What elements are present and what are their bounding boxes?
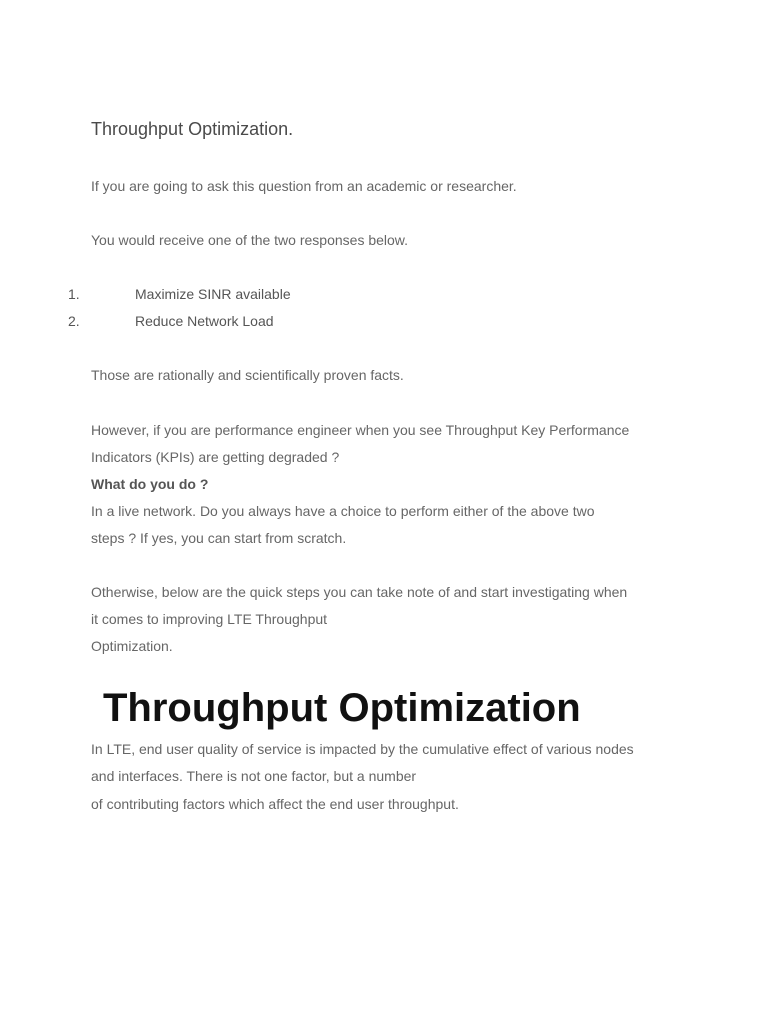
section-heading: Throughput Optimization. [91, 119, 294, 139]
question-text: What do you do ? [91, 476, 209, 492]
intro-paragraph-2: You would receive one of the two responses below. [91, 232, 409, 248]
otherwise-line-3: Optimization. [91, 638, 173, 654]
lte-line-2: and interfaces. There is not one factor, but a number [91, 768, 417, 784]
list-number-2: 2. [68, 313, 80, 329]
intro-paragraph-1: If you are going to ask this question from an academic or researcher. [91, 178, 517, 194]
otherwise-line-2: it comes to improving LTE Throughput [91, 611, 328, 627]
list-item-2: Reduce Network Load [135, 313, 274, 329]
facts-paragraph: Those are rationally and scientifically proven facts. [91, 367, 404, 383]
main-heading: Throughput Optimization [103, 686, 581, 730]
otherwise-line-1: Otherwise, below are the quick steps you can take note of and start investigating when [91, 584, 628, 600]
live-network-line-1: In a live network. Do you always have a choice to perform either of the above two [91, 503, 595, 519]
live-network-line-2: steps ? If yes, you can start from scratch. [91, 530, 347, 546]
lte-line-1: In LTE, end user quality of service is impacted by the cumulative effect of various nodes [91, 741, 634, 757]
however-line-1: However, if you are performance engineer when you see Throughput Key Performance [91, 422, 630, 438]
however-line-2: Indicators (KPIs) are getting degraded ? [91, 449, 340, 465]
list-item-1: Maximize SINR available [135, 286, 291, 302]
list-number-1: 1. [68, 286, 80, 302]
lte-line-3: of contributing factors which affect the end user throughput. [91, 796, 459, 812]
